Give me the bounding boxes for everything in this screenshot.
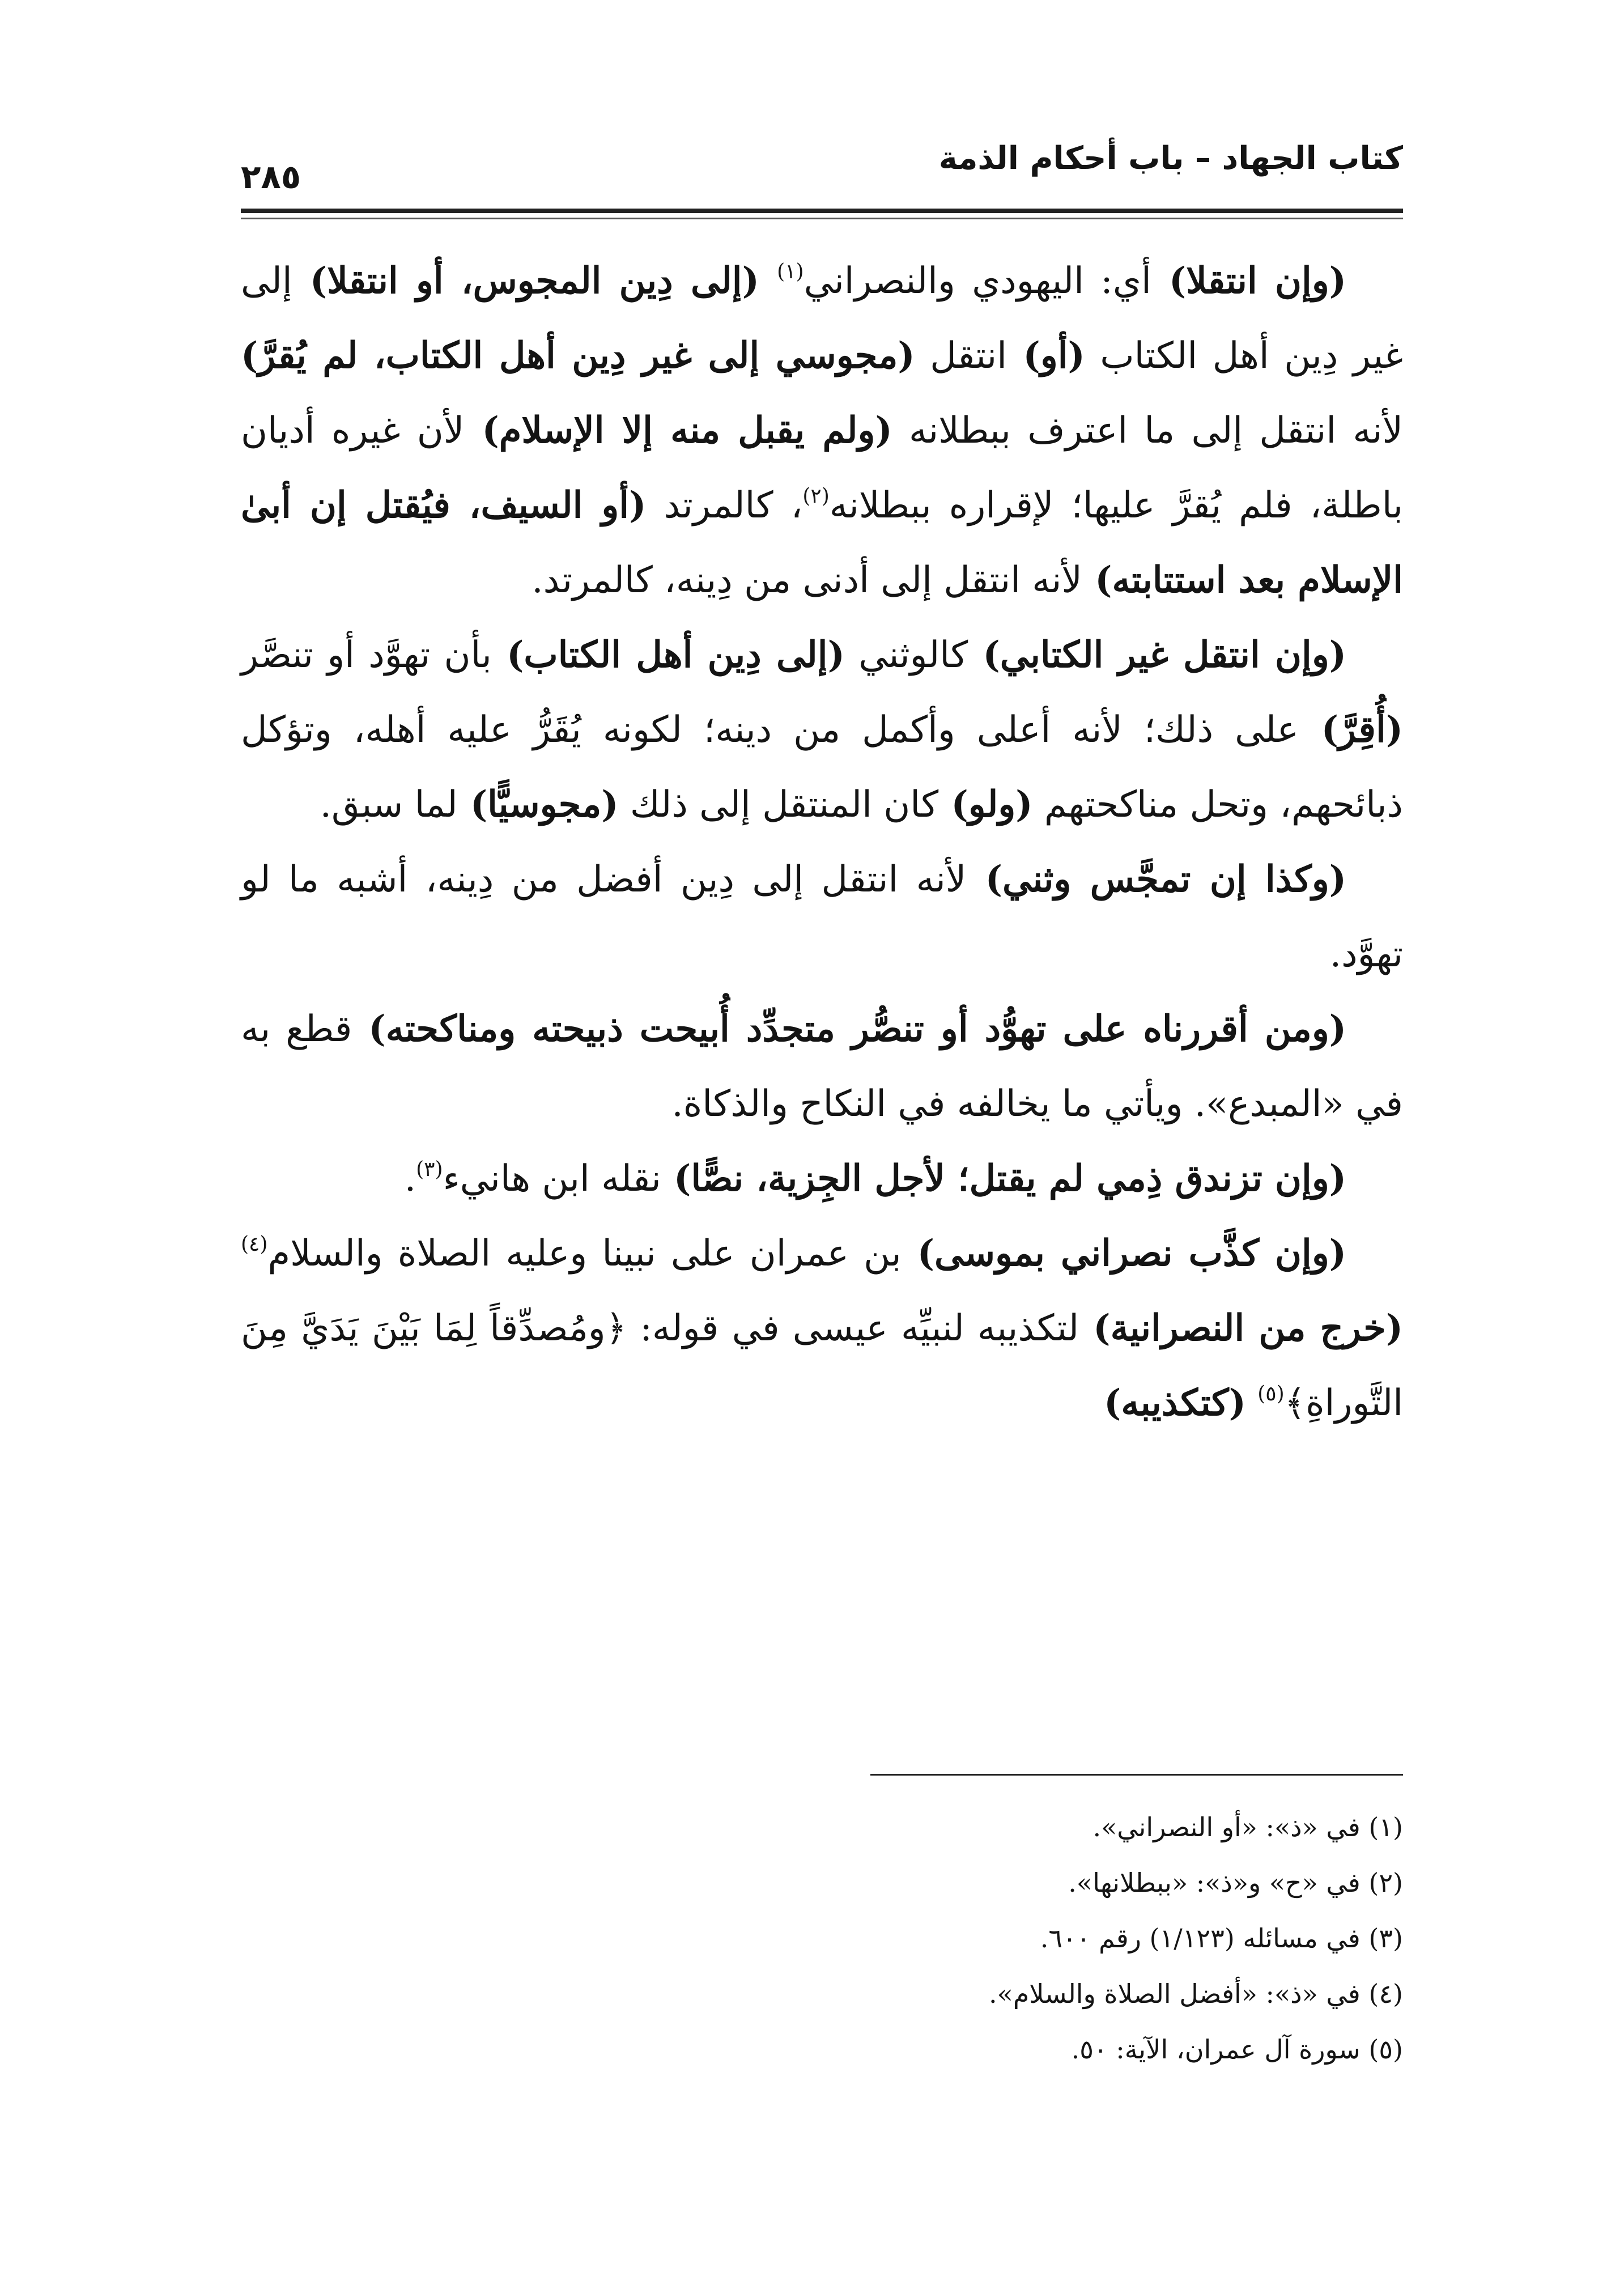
text-plain: بأن تهوَّد أو تنصَّر [241,634,492,676]
paragraph-4 [241,992,1403,1141]
header-title: كتاب الجهاد – باب أحكام الذمة [938,140,1403,177]
text-plain: على ذلك؛ لأنه أعلى وأكمل من دينه؛ لكونه يُقَرُّ عليه أهله، وتؤكل ذبائحهم، وتحل مناكحتهم [241,709,1403,826]
paragraph-2 [241,618,1403,842]
header-rule-thin [241,218,1403,219]
text-plain: أي: اليهودي والنصراني [804,260,1151,302]
text-plain: بن عمران على نبينا وعليه الصلاة والسلام [267,1233,902,1275]
footnote-marker-5: (٥) [1257,1382,1285,1405]
footnote-separator [870,1774,1403,1776]
text-plain: كالوثني [844,634,968,676]
paragraph-3 [241,842,1403,992]
running-header [241,136,1403,215]
footnote-5: (٥) سورة آل عمران، الآية: ٥٠. [1071,2034,1403,2065]
footnote-marker-4: (٤) [241,1233,268,1256]
header-rule [241,209,1403,213]
text-bold: (كتكذيبه) [1104,1382,1246,1424]
text-bold: (ولم يقبل منه إلا الإسلام) [464,409,892,452]
footnote-marker-1: (١) [777,260,804,283]
footnote-3: (٣) في مسائله (١/١٢٣) رقم ٦٠٠. [1040,1923,1403,1954]
paragraph-5 [241,1141,1403,1216]
footnote-marker-3: (٣) [416,1158,443,1181]
paragraph-1 [241,244,1403,618]
text-bold: (إلى دِين أهل الكتاب) [491,634,845,676]
main-text [241,244,1403,1751]
footnote-2: (٢) في «ح» و«ذ»: «ببطلانها». [1068,1867,1403,1898]
text-bold: (مجوسيًّا) [457,783,619,826]
text-bold: (أو السيف، فيُقتل إن أبىٰ الإسلام بعد استتابته) [241,484,1403,601]
text-bold: (مجوسي إلى غير دِين أهل الكتاب، لم يُقرَّ) [241,334,915,377]
text-plain: ، كالمرتد [646,485,803,526]
text-plain: لأنه انتقل إلى ما اعترف ببطلانه [892,410,1404,452]
text-plain: لأنه انتقل إلى أدنى من دِينه، كالمرتد. [532,559,1082,601]
text-plain: لأنه انتقل إلى دِين أفضل من دِينه، أشبه ما لو تهوَّد. [241,859,1403,975]
text-bold: (ولو) [938,783,1033,826]
text-bold: (وإن انتقلا) [1151,260,1347,302]
footnote-4: (٤) في «ذ»: «أفضل الصلاة والسلام». [989,1978,1403,2009]
text-bold: (وإن تزندق ذِمي لم يقتل؛ لأجل الجِزية، نصًّا) [661,1157,1346,1200]
text-bold: (وكذا إن تمجَّس وثني) [966,858,1347,901]
text-plain: إلى غير دِين أهل الكتاب [241,260,1404,377]
text-bold: (وإن انتقل غير الكتابي) [968,634,1347,676]
page-number: ٢٨٥ [241,158,301,196]
footnote-1: (١) في «ذ»: «أو النصراني». [1092,1812,1403,1842]
text-bold: (ومن أقررناه على تهوُّد أو تنصُّر متجدِّد أُبيحت ذبيحته ومناكحته) [352,1008,1347,1050]
text-bold: (إلى دِين المجوس، أو انتقلا) [292,260,777,302]
text-plain: قطع به في «المبدع». ويأتي ما يخالفه في النكاح والذكاة. [241,1008,1403,1125]
footnotes [241,1799,1403,2077]
quran-quote: لتكذيبه لنبيِّه عيسى في قوله: ﴿ومُصدِّقاً لِمَا بَيْنَ يَدَيَّ مِنَ التَّوراةِ﴾ [241,1307,1403,1424]
text-bold: (خرج من النصرانية) [1079,1307,1403,1349]
text-plain: لما سبق. [320,784,458,826]
footnote-marker-2: (٢) [802,485,830,508]
text-plain: . [404,1158,416,1200]
text-plain: لأن غيره أديان باطلة، فلم يُقرَّ عليها؛ لإقراره ببطلانه [241,410,1404,526]
text-bold: (أو) [1007,334,1085,377]
text-plain [1246,1382,1257,1424]
text-plain: انتقل [915,335,1007,377]
text-plain: كان المنتقل إلى ذلك [618,784,939,826]
paragraph-6 [241,1216,1403,1441]
text-bold: (وإن كذَّب نصراني بموسى) [901,1232,1346,1275]
text-bold: (أُقِرَّ) [1298,708,1404,751]
text-plain: نقله ابن هانيء [443,1158,661,1200]
